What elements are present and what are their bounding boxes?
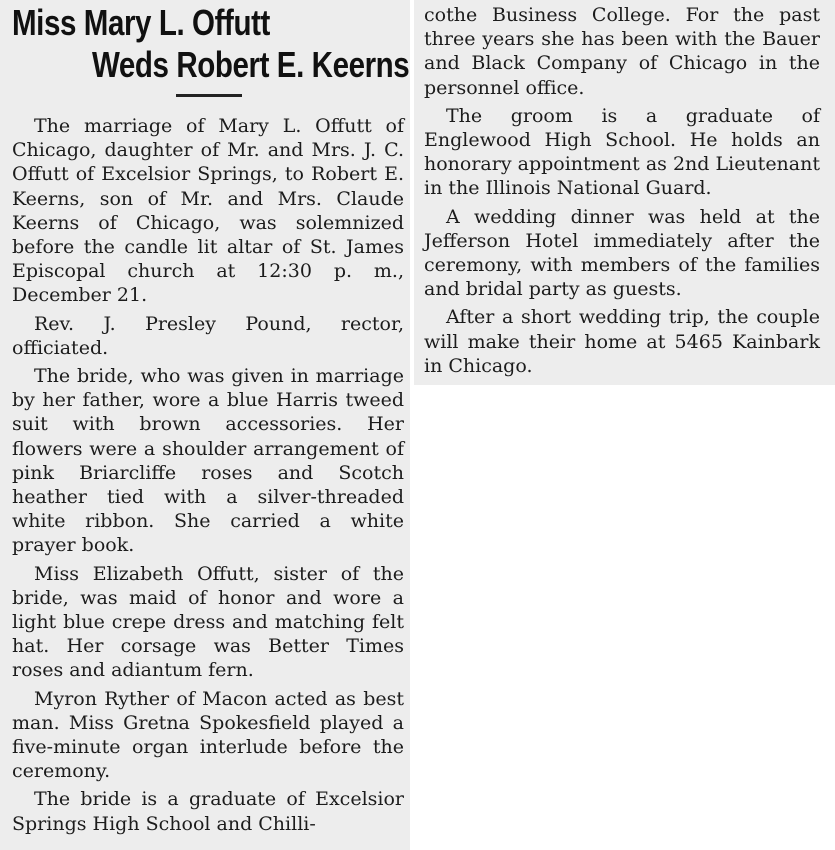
article-paragraph: A wedding dinner was held at the Jefferson Hotel immediately after the ceremony, with members of the families and bridal party as guests.	[424, 205, 820, 301]
article-paragraph: The marriage of Mary L. Offutt of Chicago, daughter of Mr. and Mrs. J. C. Offutt of Excelsior Springs, to Robert E. Keerns, son of Mr. and Mrs. Claude Keerns of Chicago, was solemnized before the candle lit altar of St. James Episcopal church at 12:30 p. m., December 21.	[12, 115, 404, 307]
article-paragraph: Miss Elizabeth Offutt, sister of the bride, was maid of honor and wore a light blue crepe dress and matching felt hat. Her corsage was Better Times roses and adiantum fern.	[12, 562, 404, 682]
article-body-left	[12, 114, 404, 836]
article-paragraph: The groom is a graduate of Englewood High School. He holds an honorary appointment as 2nd Lieutenant in the Illinois National Guard.	[424, 104, 820, 200]
article-paragraph: After a short wedding trip, the couple will make their home at 5465 Kainbark in Chicago.	[424, 306, 820, 377]
headline-line-2: Weds Robert E. Keerns	[92, 44, 410, 85]
article-paragraph: Rev. J. Presley Pound, rector, officiated.	[12, 312, 404, 359]
article-paragraph: Myron Ryther of Macon acted as best man. Miss Gretna Spokesfield played a five-minute organ interlude before the ceremony.	[12, 687, 404, 783]
article-body-right	[424, 3, 820, 378]
article-paragraph: cothe Business College. For the past three years she has been with the Bauer and Black Company of Chicago in the personnel office.	[424, 4, 820, 99]
article-paragraph: The bride is a graduate of Excelsior Springs High School and Chilli-	[12, 788, 404, 835]
clipping-left-column	[0, 0, 410, 850]
article-paragraph: The bride, who was given in marriage by her father, wore a blue Harris tweed suit with brown accessories. Her flowers were a shoulder arrangement of pink Briarcliffe roses and Scotch heather tied with a silver-threaded white ribbon. She carried a white prayer book.	[12, 365, 404, 557]
headline-divider	[176, 94, 242, 97]
headline-line-1: Miss Mary L. Offutt	[12, 2, 270, 43]
clipping-right-column	[414, 0, 835, 385]
